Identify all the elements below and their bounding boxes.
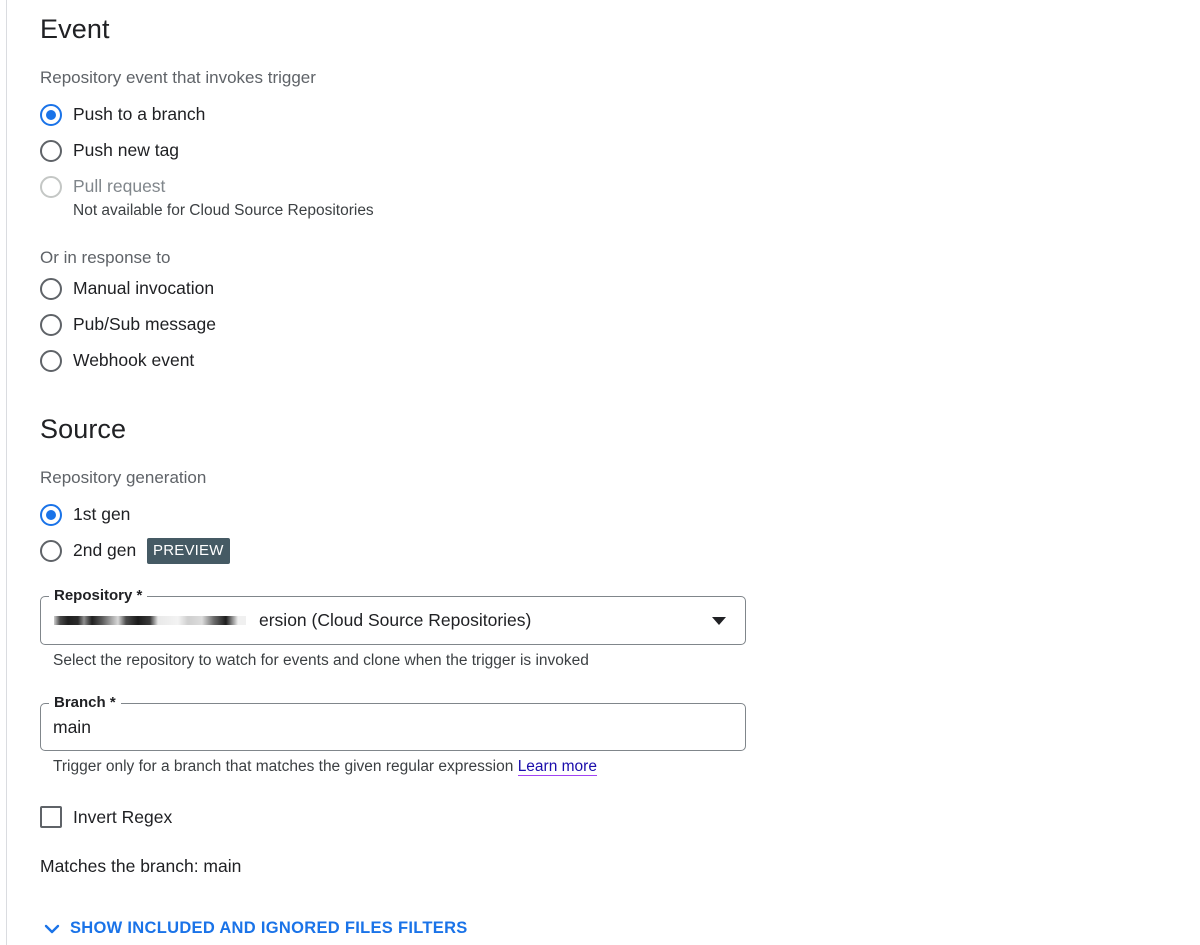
option-manual-invocation-label[interactable]: Manual invocation [73,278,215,298]
radio-push-to-branch[interactable] [40,104,62,126]
learn-more-link[interactable]: Learn more [517,758,597,775]
repository-select[interactable] [40,587,746,645]
repository-value: ersion (Cloud Source Repositories) [259,610,532,630]
event-section-title: Event [40,14,110,44]
option-pull-request-label: Pull request [73,176,166,196]
radio-pubsub-message[interactable] [40,314,62,336]
radio-1st-gen[interactable] [40,504,62,526]
arrow-drop-down-icon[interactable] [712,617,726,625]
radio-pull-request [40,176,62,198]
radio-webhook-event[interactable] [40,350,62,372]
branch-hint-text: Trigger only for a branch that matches the given regular expression [53,758,514,775]
show-files-filters-button[interactable] [44,919,468,938]
chevron-down-icon [44,923,60,935]
option-1st-gen-label[interactable]: 1st gen [73,504,131,524]
branch-value[interactable]: main [53,717,91,737]
radio-push-new-tag[interactable] [40,140,62,162]
option-push-new-tag-label[interactable]: Push new tag [73,140,180,160]
response-group-label: Or in response to [40,248,171,267]
option-push-to-branch-label[interactable]: Push to a branch [73,104,206,124]
pull-request-hint: Not available for Cloud Source Repositories [73,202,374,219]
option-webhook-event-label[interactable]: Webhook event [73,350,195,370]
generation-group-label: Repository generation [40,468,207,487]
branch-input[interactable] [40,694,746,751]
option-2nd-gen-label[interactable]: 2nd gen [73,540,137,560]
invert-regex-label[interactable]: Invert Regex [73,807,173,827]
radio-2nd-gen[interactable] [40,540,62,562]
left-divider [6,0,7,945]
repository-field-label: Repository * [49,587,147,605]
invert-regex-checkbox[interactable] [40,806,62,828]
radio-manual-invocation[interactable] [40,278,62,300]
show-files-filters-label: SHOW INCLUDED AND IGNORED FILES FILTERS [70,919,468,937]
repository-hint: Select the repository to watch for events and clone when the trigger is invoked [53,652,589,669]
redacted-repository-name [54,616,246,625]
branch-hint [53,758,597,776]
preview-badge: PREVIEW [147,538,230,564]
branch-field-label: Branch * [49,694,121,712]
source-section-title: Source [40,414,127,444]
matches-branch-text: Matches the branch: main [40,856,242,876]
event-group-label: Repository event that invokes trigger [40,68,316,87]
option-pubsub-message-label[interactable]: Pub/Sub message [73,314,217,334]
